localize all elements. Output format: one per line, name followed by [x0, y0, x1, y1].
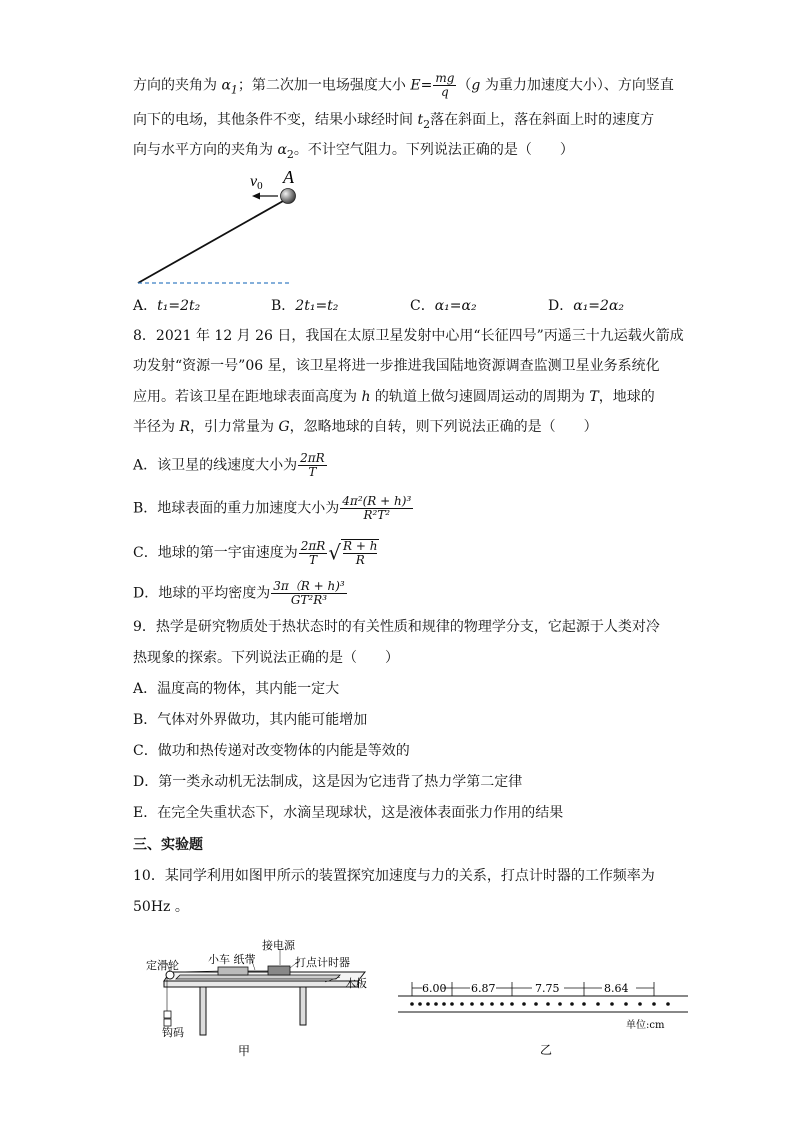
svg-text:乙: 乙	[540, 1043, 553, 1057]
weight	[164, 1011, 171, 1018]
q9-option-b: B．气体对外界做功，其内能可能增加	[133, 712, 368, 728]
q8-option-c: C．地球的第一宇宙速度为 $\frac{2\pi R}{T}$ √ $\frac{R + h}{R}$	[133, 538, 378, 567]
svg-text:定滑轮: 定滑轮	[146, 959, 179, 972]
label-v0: v0	[250, 173, 263, 192]
table-leg	[200, 987, 206, 1035]
svg-text:接电源: 接电源	[262, 939, 295, 952]
q7-line-1: 方向的夹角为 $\alpha_1$；第二次加一电场强度大小 E= $\frac{mg}{q}$ （g 为重力加速度大小）、方向竖直	[133, 71, 674, 99]
fraction-mg-over-q: $\frac{mg}{q}$	[435, 71, 455, 99]
tape-dots	[410, 1002, 670, 1006]
q8-line-3: 应用。若该卫星在距地球表面高度为 h 的轨道上做匀速圆周运动的周期为 T，地球的	[133, 389, 655, 405]
q7-option-d: D．α₁=2α₂	[548, 298, 625, 314]
q8-line-2: 功发射“资源一号”06 星，该卫星将进一步推进我国陆地资源调查监测卫星业务系统化	[133, 358, 660, 374]
timer	[268, 966, 290, 975]
q9-option-a: A．温度高的物体，其内能一定大	[133, 681, 340, 697]
table-leg	[300, 987, 306, 1025]
incline-line	[138, 196, 292, 283]
tape-distance-3: 7.75	[535, 982, 560, 995]
tape-distance-2: 6.87	[471, 982, 496, 995]
incline-figure	[130, 166, 310, 290]
tape-distance-1: 6.00	[422, 982, 447, 995]
q8-option-d: D．地球的平均密度为 $\frac{\text{3π（R + h)³}}{\text{GT²R³}}$	[133, 579, 345, 607]
svg-text:木板: 木板	[345, 977, 367, 990]
q8-option-b: B．地球表面的重力加速度大小为 $\frac{\text{4π²(R + h)³}}{\text{R²T²}}$	[133, 494, 412, 522]
q9-line-2: 热现象的探索。下列说法正确的是（ ）	[133, 650, 399, 666]
q7-line-3: 向与水平方向的夹角为 $\alpha_2$。不计空气阻力。下列说法正确的是（ ）	[133, 142, 574, 161]
svg-text:甲: 甲	[238, 1044, 251, 1058]
q8-line-1: 8．2021 年 12 月 26 日，我国在太原卫星发射中心用“长征四号”丙遥三十九运载火箭成	[133, 328, 684, 344]
board	[176, 975, 340, 979]
q7-line-2: 向下的电场，其他条件不变，结果小球经时间 $t_2$落在斜面上，落在斜面上时的速度方	[133, 112, 655, 131]
ball-a	[281, 189, 296, 204]
svg-text:打点计时器: 打点计时器	[295, 956, 350, 969]
svg-text:钩码: 钩码	[162, 1026, 184, 1039]
q7-option-b: B．2t₁=t₂	[271, 298, 339, 314]
svg-text:小车 纸带: 小车 纸带	[208, 953, 256, 966]
figure-jia-apparatus	[140, 935, 380, 1065]
section-heading-experiment: 三、实验题	[133, 837, 203, 853]
q9-option-e: E．在完全失重状态下，水滴呈现球状，这是液体表面张力作用的结果	[133, 805, 564, 821]
cart	[218, 967, 248, 975]
q8-line-4: 半径为 R，引力常量为 G，忽略地球的自转，则下列说法正确的是（ ）	[133, 419, 598, 435]
q7-option-a: A．t₁=2t₂	[133, 298, 201, 314]
tape-unit: 单位:cm	[626, 1020, 665, 1031]
q8-option-a: A．该卫星的线速度大小为 $\frac{2\pi R}{T}$	[133, 451, 325, 479]
q9-line-1: 9．热学是研究物质处于热状态时的有关性质和规律的物理学分支，它起源于人类对冷	[133, 619, 660, 635]
q9-option-c: C．做功和热传递对改变物体的内能是等效的	[133, 743, 410, 759]
label-a: A	[283, 167, 294, 187]
q9-option-d: D．第一类永动机无法制成，这是因为它违背了热力学第二定律	[133, 774, 523, 790]
tape-distance-4: 8.64	[604, 982, 629, 995]
q10-line-1: 10．某同学利用如图甲所示的装置探究加速度与力的关系，打点计时器的工作频率为	[133, 868, 655, 884]
q7-option-c: C．α₁=α₂	[410, 298, 477, 314]
q10-line-2: 50Hz 。	[133, 899, 189, 915]
figure-yi-tape	[398, 978, 690, 1062]
arrowhead-icon	[252, 193, 260, 200]
